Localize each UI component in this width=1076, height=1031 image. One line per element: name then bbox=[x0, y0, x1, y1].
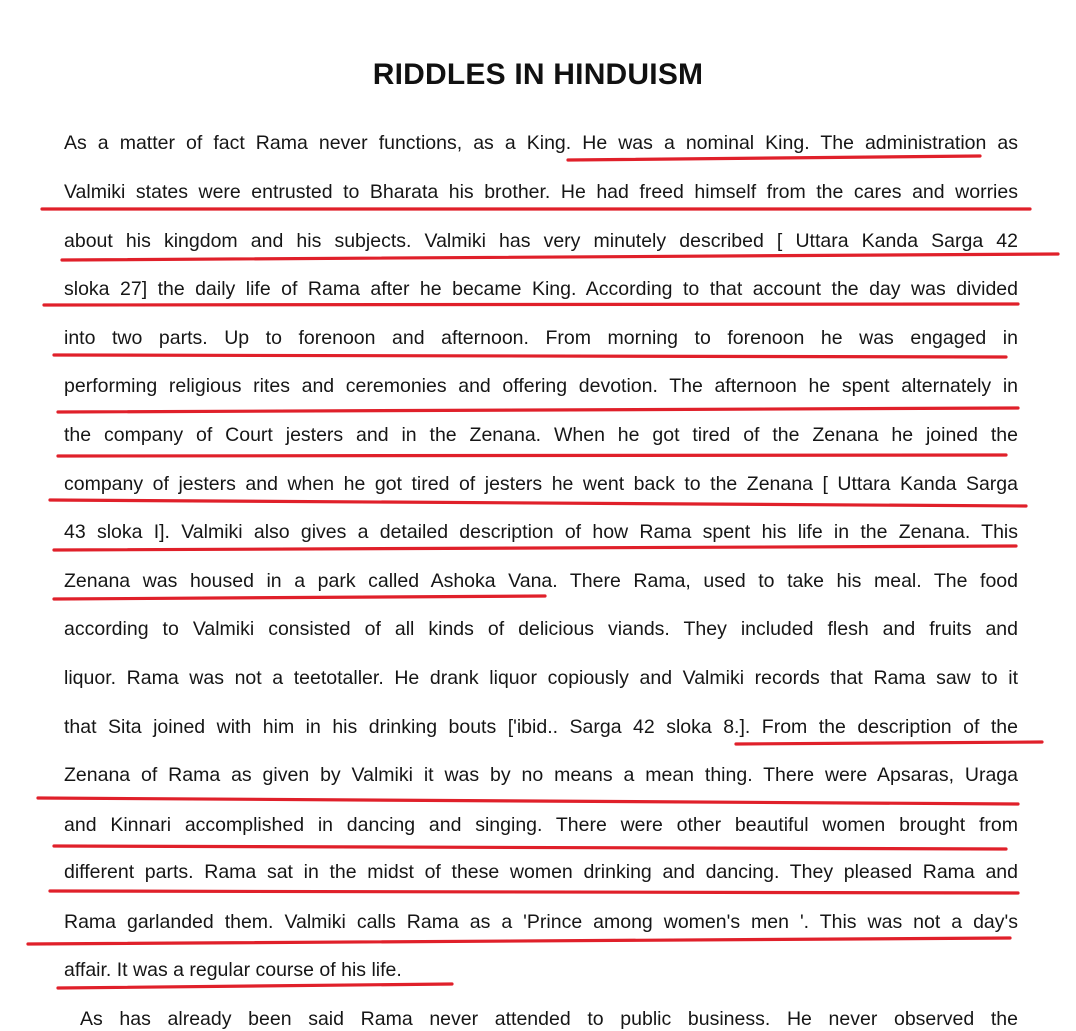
paragraph-line-16: different parts. Rama sat in the midst of these women drinking and dancing. They pleased Rama and bbox=[64, 861, 1018, 883]
underline-mark bbox=[38, 798, 1018, 804]
paragraph-line-18: affair. It was a regular course of his life. bbox=[64, 959, 402, 981]
paragraph-line-14: Zenana of Rama as given by Valmiki it was by no means a mean thing. There were Apsaras, Uraga bbox=[64, 764, 1018, 786]
paragraph-line-12: liquor. Rama was not a teetotaller. He drank liquor copiously and Valmiki records that Rama saw to it bbox=[64, 667, 1018, 689]
next-paragraph-first-line: As has already been said Rama never attended to public business. He never observed the bbox=[80, 1008, 1018, 1030]
underline-mark bbox=[50, 891, 1018, 893]
underline-mark bbox=[28, 938, 1010, 944]
paragraph-line-9: 43 sloka I]. Valmiki also gives a detailed description of how Rama spent his life in the Zenana. This bbox=[64, 521, 1018, 543]
paragraph-line-3: about his kingdom and his subjects. Valmiki has very minutely described [ Uttara Kanda Sarga 42 bbox=[64, 230, 1018, 252]
paragraph-line-7: the company of Court jesters and in the Zenana. When he got tired of the Zenana he joined the bbox=[64, 424, 1018, 446]
paragraph-line-17: Rama garlanded them. Valmiki calls Rama as a 'Prince among women's men '. This was not a day's bbox=[64, 911, 1018, 933]
underline-mark bbox=[54, 846, 1006, 849]
paragraph-line-1: As a matter of fact Rama never functions, as a King. He was a nominal King. The administration as bbox=[64, 132, 1018, 154]
paragraph-line-4: sloka 27] the daily life of Rama after he became King. According to that account the day was divided bbox=[64, 278, 1018, 300]
page-title: RIDDLES IN HINDUISM bbox=[372, 58, 704, 91]
underline-mark bbox=[62, 254, 1058, 260]
underline-mark bbox=[736, 742, 1042, 744]
paragraph-line-13: that Sita joined with him in his drinking bouts ['ibid.. Sarga 42 sloka 8.]. From the description of the bbox=[64, 716, 1018, 738]
underline-mark bbox=[50, 500, 1026, 506]
next-paragraph-clipped bbox=[0, 1004, 1076, 1030]
underline-mark bbox=[568, 156, 980, 160]
underline-mark bbox=[58, 408, 1018, 412]
paragraph-line-6: performing religious rites and ceremonies and offering devotion. The afternoon he spent alternately in bbox=[64, 375, 1018, 397]
paragraph-line-11: according to Valmiki consisted of all kinds of delicious viands. They included flesh and fruits and bbox=[64, 618, 1018, 640]
underline-mark bbox=[54, 546, 1016, 550]
paragraph-line-15: and Kinnari accomplished in dancing and singing. There were other beautiful women brought from bbox=[64, 814, 1018, 836]
paragraph-line-8: company of jesters and when he got tired of jesters he went back to the Zenana [ Uttara Kanda Sarga bbox=[64, 473, 1018, 495]
underline-mark bbox=[58, 455, 1006, 456]
underline-mark bbox=[58, 984, 452, 988]
paragraph-line-10: Zenana was housed in a park called Ashoka Vana. There Rama, used to take his meal. The food bbox=[64, 570, 1018, 592]
paragraph-line-2: Valmiki states were entrusted to Bharata his brother. He had freed himself from the cares and worries bbox=[64, 181, 1018, 203]
underline-mark bbox=[54, 596, 545, 599]
underline-mark bbox=[54, 355, 1006, 357]
paragraph-line-5: into two parts. Up to forenoon and afternoon. From morning to forenoon he was engaged in bbox=[64, 327, 1018, 349]
underline-mark bbox=[44, 304, 1018, 305]
